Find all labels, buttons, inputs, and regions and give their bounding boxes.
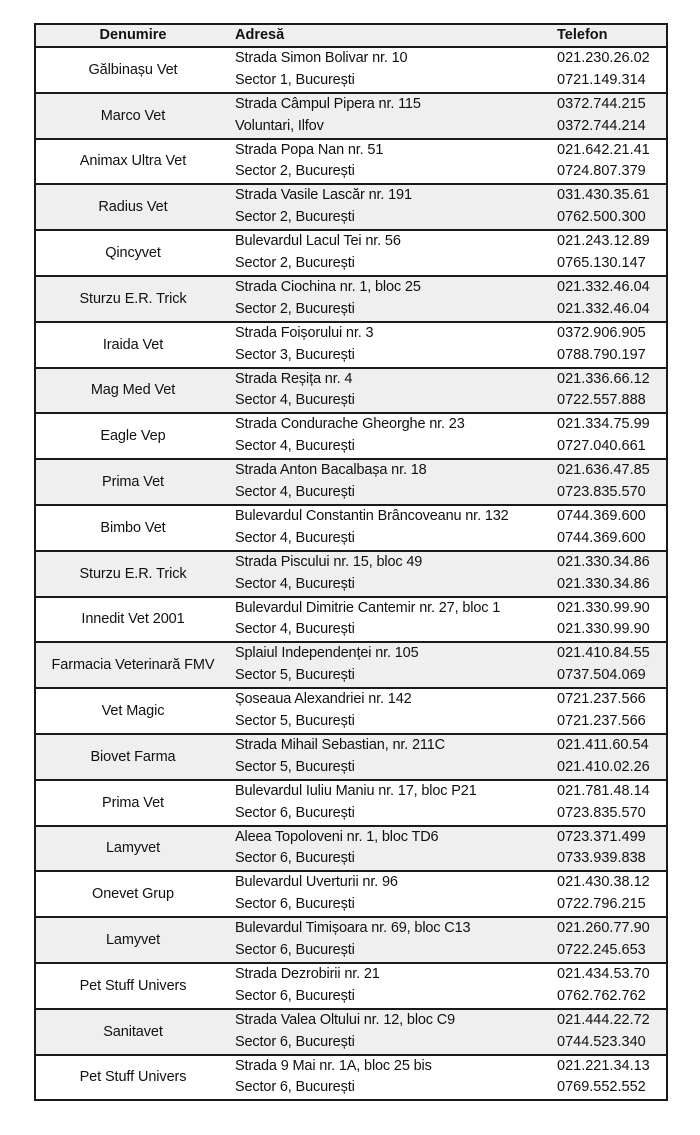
address-street: Splaiul Independenței nr. 105	[235, 645, 419, 662]
clinic-phones	[553, 369, 666, 413]
address-street: Bulevardul Constantin Brâncoveanu nr. 132	[235, 507, 509, 524]
address-street: Șoseaua Alexandriei nr. 142	[235, 691, 412, 708]
phone-number: 0744.369.600	[557, 507, 646, 524]
phone-number: 0723.835.570	[557, 484, 646, 501]
address-street: Strada Foișorului nr. 3	[235, 324, 374, 341]
clinic-address	[230, 414, 553, 458]
phone-number: 021.434.53.70	[557, 965, 650, 982]
clinic-name: Radius Vet	[98, 199, 168, 216]
phone-number: 0744.523.340	[557, 1033, 646, 1050]
clinic-phones	[553, 689, 666, 733]
address-street: Strada Condurache Gheorghe nr. 23	[235, 416, 465, 433]
phone-number: 0721.237.566	[557, 691, 646, 708]
clinic-name: Onevet Grup	[92, 886, 174, 903]
header-name: Denumire	[99, 27, 167, 43]
address-area: Sector 4, București	[235, 392, 355, 409]
phone-number: 021.410.02.26	[557, 758, 650, 775]
address-street: Strada Vasile Lascăr nr. 191	[235, 187, 412, 204]
address-area: Sector 2, București	[235, 300, 355, 317]
clinic-name: Vet Magic	[101, 703, 165, 720]
address-area: Sector 1, București	[235, 71, 355, 88]
address-street: Strada Valea Oltului nr. 12, bloc C9	[235, 1011, 456, 1028]
clinic-phones	[553, 964, 666, 1008]
clinic-phones	[553, 140, 666, 184]
address-area: Sector 6, București	[235, 896, 355, 913]
clinic-phones	[553, 643, 666, 687]
phone-number: 0722.796.215	[557, 896, 646, 913]
phone-number: 021.332.46.04	[557, 278, 650, 295]
address-street: Strada 9 Mai nr. 1A, bloc 25 bis	[235, 1057, 432, 1074]
clinic-phones	[553, 598, 666, 642]
clinic-address	[230, 140, 553, 184]
address-street: Bulevardul Lacul Tei nr. 56	[235, 233, 401, 250]
table-row	[36, 872, 666, 918]
table-row	[36, 185, 666, 231]
table-row	[36, 506, 666, 552]
clinic-address	[230, 277, 553, 321]
clinic-name: Lamyvet	[105, 840, 161, 857]
phone-number: 0727.040.661	[557, 438, 646, 455]
table-row	[36, 460, 666, 506]
phone-number: 0723.371.499	[557, 828, 646, 845]
table-row	[36, 323, 666, 369]
clinic-address	[230, 735, 553, 779]
clinic-phones	[553, 460, 666, 504]
clinic-phones	[553, 48, 666, 92]
clinic-address	[230, 918, 553, 962]
clinic-address	[230, 506, 553, 550]
table-row	[36, 231, 666, 277]
table-row	[36, 735, 666, 781]
clinic-phones	[553, 735, 666, 779]
clinic-phones	[553, 323, 666, 367]
phone-number: 031.430.35.61	[557, 187, 650, 204]
address-area: Sector 2, București	[235, 209, 355, 226]
phone-number: 0372.744.214	[557, 117, 646, 134]
clinic-phones	[553, 414, 666, 458]
address-area: Sector 2, București	[235, 255, 355, 272]
phone-number: 021.336.66.12	[557, 370, 650, 387]
clinic-phones	[553, 185, 666, 229]
table-row	[36, 643, 666, 689]
phone-number: 021.430.38.12	[557, 874, 650, 891]
clinic-address	[230, 1010, 553, 1054]
phone-number: 0721.237.566	[557, 713, 646, 730]
table-row	[36, 1010, 666, 1056]
phone-number: 0733.939.838	[557, 850, 646, 867]
clinic-address	[230, 964, 553, 1008]
clinic-name: Pet Stuff Univers	[79, 1069, 187, 1086]
table-row	[36, 598, 666, 644]
address-area: Sector 5, București	[235, 713, 355, 730]
table-row	[36, 94, 666, 140]
address-street: Strada Dezrobirii nr. 21	[235, 965, 380, 982]
phone-number: 021.332.46.04	[557, 300, 650, 317]
address-street: Bulevardul Timișoara nr. 69, bloc C13	[235, 920, 471, 937]
clinic-name: Animax Ultra Vet	[79, 153, 187, 170]
clinic-phones	[553, 827, 666, 871]
phone-number: 021.330.34.86	[557, 553, 650, 570]
clinic-phones	[553, 277, 666, 321]
clinic-name: Sanitavet	[103, 1023, 163, 1040]
phone-number: 021.636.47.85	[557, 462, 650, 479]
phone-number: 0722.245.653	[557, 942, 646, 959]
phone-number: 0762.500.300	[557, 209, 646, 226]
clinic-name: Prima Vet	[102, 474, 164, 491]
phone-number: 021.781.48.14	[557, 782, 650, 799]
address-area: Sector 5, București	[235, 758, 355, 775]
clinic-name: Gălbinașu Vet	[88, 61, 178, 78]
clinic-phones	[553, 1010, 666, 1054]
clinic-phones	[553, 94, 666, 138]
phone-number: 021.444.22.72	[557, 1011, 650, 1028]
phone-number: 0737.504.069	[557, 667, 646, 684]
address-area: Sector 4, București	[235, 575, 355, 592]
table-row	[36, 918, 666, 964]
phone-number: 0744.369.600	[557, 529, 646, 546]
phone-number: 0788.790.197	[557, 346, 646, 363]
header-phone: Telefon	[557, 27, 608, 43]
clinic-phones	[553, 231, 666, 275]
address-area: Sector 2, București	[235, 163, 355, 180]
clinic-address	[230, 231, 553, 275]
clinic-name: Mag Med Vet	[90, 382, 176, 399]
address-area: Sector 4, București	[235, 529, 355, 546]
table-row	[36, 369, 666, 415]
phone-number: 021.411.60.54	[557, 736, 649, 753]
clinic-address	[230, 781, 553, 825]
clinic-name: Eagle Vep	[100, 428, 166, 445]
address-area: Voluntari, Ilfov	[235, 117, 324, 134]
clinic-name: Marco Vet	[100, 107, 166, 124]
clinic-name: Prima Vet	[102, 794, 164, 811]
address-street: Bulevardul Uverturii nr. 96	[235, 874, 398, 891]
phone-number: 021.410.84.55	[557, 645, 650, 662]
address-street: Strada Popa Nan nr. 51	[235, 141, 384, 158]
clinic-phones	[553, 1056, 666, 1100]
phone-number: 0723.835.570	[557, 804, 646, 821]
phone-number: 021.330.99.90	[557, 621, 650, 638]
table-row	[36, 552, 666, 598]
address-area: Sector 4, București	[235, 438, 355, 455]
table-row	[36, 277, 666, 323]
address-street: Strada Piscului nr. 15, bloc 49	[235, 553, 423, 570]
address-area: Sector 6, București	[235, 804, 355, 821]
table-row	[36, 781, 666, 827]
phone-number: 0762.762.762	[557, 987, 646, 1004]
address-street: Bulevardul Iuliu Maniu nr. 17, bloc P21	[235, 782, 477, 799]
address-area: Sector 6, București	[235, 942, 355, 959]
address-street: Strada Reșița nr. 4	[235, 370, 353, 387]
address-street: Aleea Topoloveni nr. 1, bloc TD6	[235, 828, 439, 845]
clinic-address	[230, 689, 553, 733]
clinic-address	[230, 185, 553, 229]
vet-clinics-table	[34, 23, 668, 1101]
header-address: Adresă	[235, 27, 285, 43]
address-area: Sector 5, București	[235, 667, 355, 684]
table-row	[36, 414, 666, 460]
clinic-name: Iraida Vet	[102, 336, 164, 353]
address-area: Sector 6, București	[235, 1079, 355, 1096]
table-row	[36, 48, 666, 94]
clinic-name: Sturzu E.R. Trick	[79, 565, 187, 582]
clinic-phones	[553, 506, 666, 550]
phone-number: 021.330.99.90	[557, 599, 650, 616]
table-header-row	[36, 25, 666, 48]
address-area: Sector 3, București	[235, 346, 355, 363]
address-area: Sector 6, București	[235, 850, 355, 867]
phone-number: 0372.744.215	[557, 95, 646, 112]
clinic-phones	[553, 918, 666, 962]
clinic-name: Biovet Farma	[90, 748, 176, 765]
clinic-name: Bimbo Vet	[100, 519, 166, 536]
phone-number: 021.334.75.99	[557, 416, 650, 433]
address-area: Sector 6, București	[235, 1033, 355, 1050]
table-row	[36, 689, 666, 735]
clinic-address	[230, 323, 553, 367]
clinic-name: Sturzu E.R. Trick	[79, 290, 187, 307]
phone-number: 021.260.77.90	[557, 920, 650, 937]
clinic-phones	[553, 872, 666, 916]
clinic-name: Lamyvet	[105, 932, 161, 949]
address-street: Strada Simon Bolivar nr. 10	[235, 50, 408, 66]
clinic-phones	[553, 552, 666, 596]
clinic-name: Pet Stuff Univers	[79, 977, 187, 994]
clinic-address	[230, 552, 553, 596]
address-street: Strada Mihail Sebastian, nr. 211C	[235, 736, 445, 753]
phone-number: 021.243.12.89	[557, 233, 650, 250]
phone-number: 0765.130.147	[557, 255, 646, 272]
address-street: Strada Ciochina nr. 1, bloc 25	[235, 278, 421, 295]
phone-number: 0372.906.905	[557, 324, 646, 341]
table-row	[36, 827, 666, 873]
clinic-address	[230, 643, 553, 687]
clinic-address	[230, 1056, 553, 1100]
clinic-address	[230, 94, 553, 138]
table-row	[36, 964, 666, 1010]
address-street: Strada Câmpul Pipera nr. 115	[235, 95, 421, 112]
clinic-address	[230, 827, 553, 871]
address-area: Sector 4, București	[235, 484, 355, 501]
phone-number: 021.221.34.13	[557, 1057, 650, 1074]
clinic-address	[230, 598, 553, 642]
phone-number: 021.230.26.02	[557, 50, 650, 66]
phone-number: 021.642.21.41	[557, 141, 650, 158]
clinic-phones	[553, 781, 666, 825]
address-area: Sector 6, București	[235, 987, 355, 1004]
address-street: Bulevardul Dimitrie Cantemir nr. 27, bloc 1	[235, 599, 501, 616]
address-area: Sector 4, București	[235, 621, 355, 638]
phone-number: 0722.557.888	[557, 392, 646, 409]
clinic-address	[230, 369, 553, 413]
phone-number: 0769.552.552	[557, 1079, 646, 1096]
table-body	[36, 48, 666, 1099]
clinic-address	[230, 460, 553, 504]
address-street: Strada Anton Bacalbașa nr. 18	[235, 462, 427, 479]
phone-number: 0724.807.379	[557, 163, 646, 180]
phone-number: 021.330.34.86	[557, 575, 650, 592]
clinic-name: Farmacia Veterinară FMV	[51, 657, 215, 674]
clinic-address	[230, 872, 553, 916]
clinic-name: Qincyvet	[105, 245, 161, 262]
table-row	[36, 1056, 666, 1100]
clinic-name: Innedit Vet 2001	[81, 611, 185, 628]
table-row	[36, 140, 666, 186]
phone-number: 0721.149.314	[557, 71, 646, 88]
clinic-address	[230, 48, 553, 92]
